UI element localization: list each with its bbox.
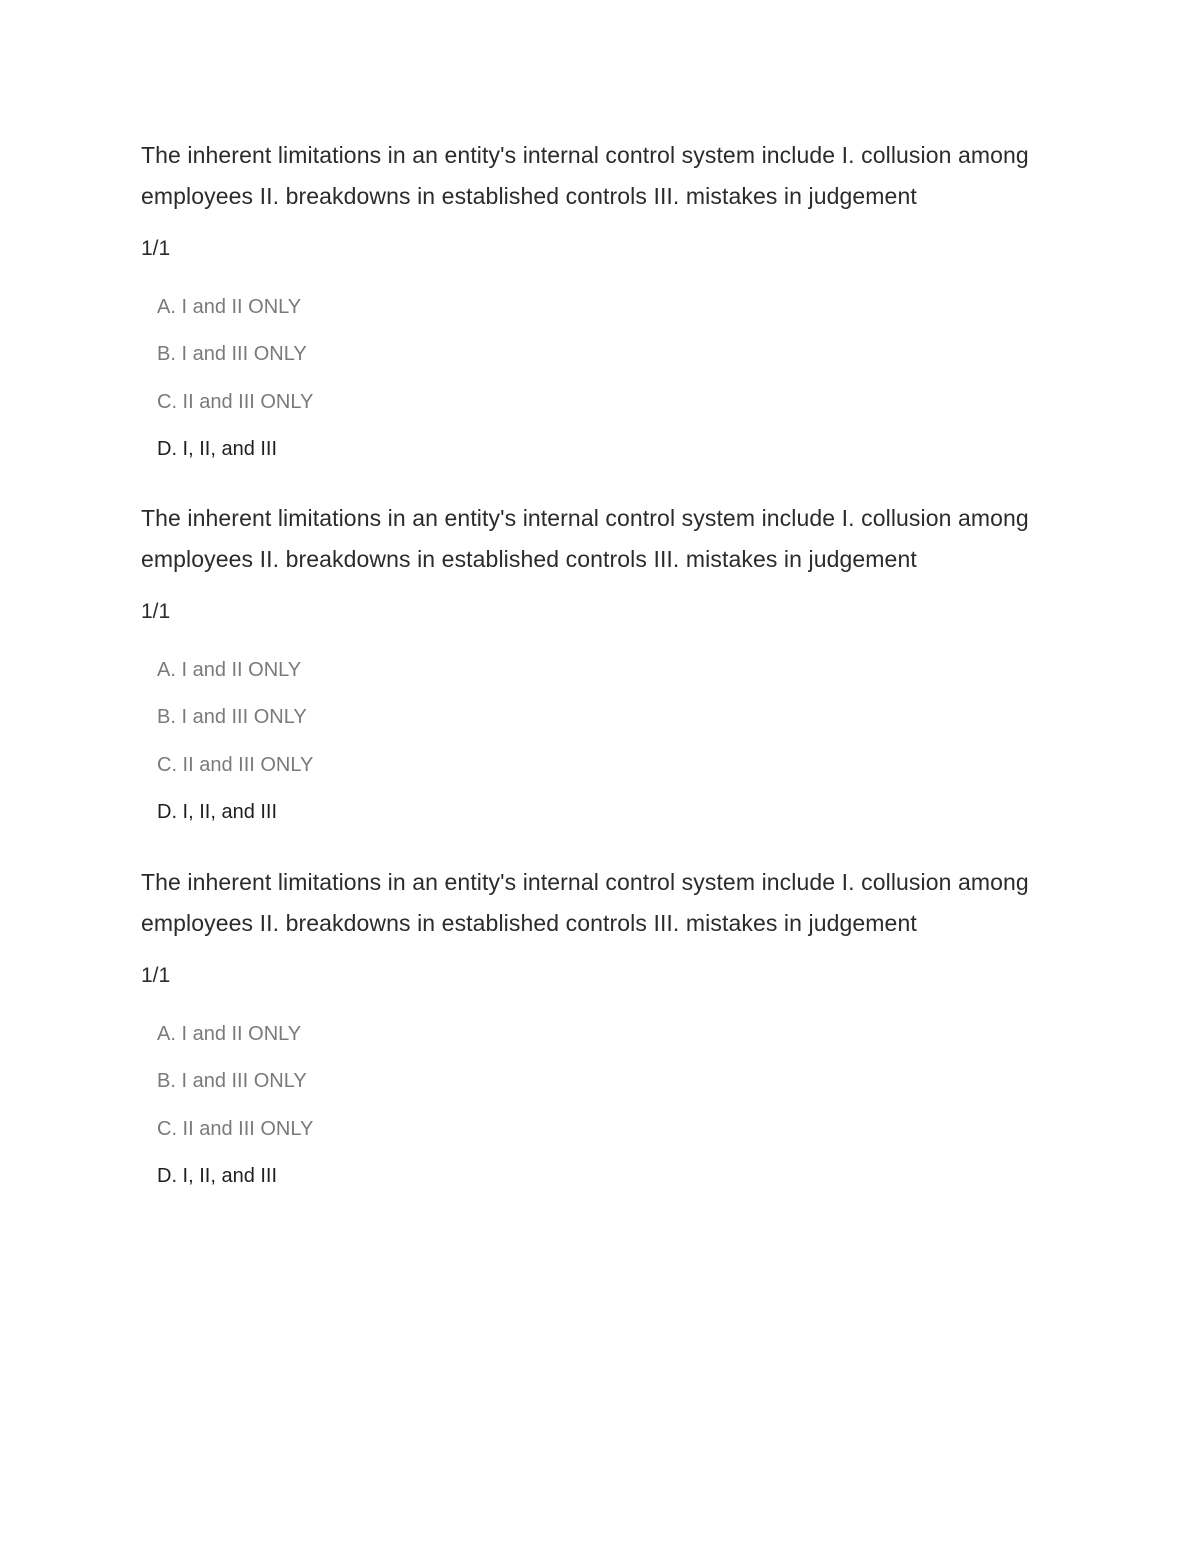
- option-d-selected[interactable]: D. I, II, and III: [157, 1164, 278, 1187]
- answer-options: [157, 1022, 313, 1211]
- option-c[interactable]: C. II and III ONLY: [157, 390, 314, 413]
- question-score: 1/1: [141, 600, 171, 623]
- question-score: 1/1: [141, 964, 171, 987]
- answer-options: [157, 295, 313, 484]
- question-block: [141, 135, 1071, 460]
- option-d-selected[interactable]: D. I, II, and III: [157, 800, 278, 823]
- option-b[interactable]: B. I and III ONLY: [157, 706, 307, 729]
- question-block: [141, 498, 1071, 823]
- question-text: The inherent limitations in an entity's internal control system include I. collusion among employees II. breakdowns in established controls III. mistakes in judgement: [141, 142, 1029, 209]
- option-a[interactable]: A. I and II ONLY: [157, 659, 302, 681]
- option-a[interactable]: A. I and II ONLY: [157, 296, 302, 318]
- question-block: [141, 862, 1071, 1187]
- option-d-selected[interactable]: D. I, II, and III: [157, 437, 278, 460]
- option-b[interactable]: B. I and III ONLY: [157, 343, 307, 366]
- question-text: The inherent limitations in an entity's internal control system include I. collusion among employees II. breakdowns in established controls III. mistakes in judgement: [141, 505, 1029, 572]
- option-c[interactable]: C. II and III ONLY: [157, 753, 314, 776]
- option-a[interactable]: A. I and II ONLY: [157, 1023, 302, 1045]
- option-c[interactable]: C. II and III ONLY: [157, 1117, 314, 1140]
- answer-options: [157, 658, 313, 847]
- option-b[interactable]: B. I and III ONLY: [157, 1070, 307, 1093]
- question-text: The inherent limitations in an entity's internal control system include I. collusion among employees II. breakdowns in established controls III. mistakes in judgement: [141, 869, 1029, 936]
- question-score: 1/1: [141, 237, 171, 260]
